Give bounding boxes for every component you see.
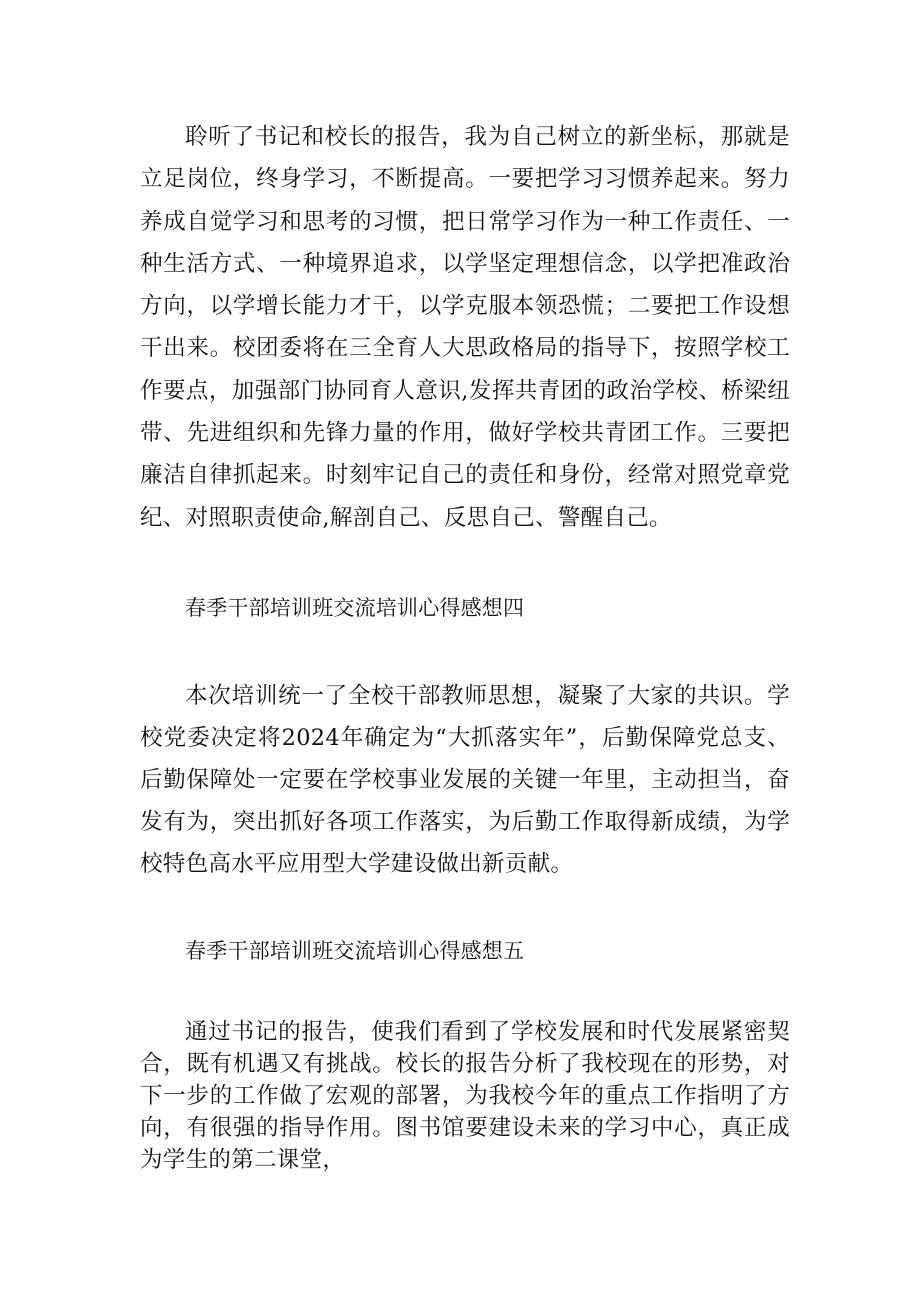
paragraph-reflection-three: 聆听了书记和校长的报告，我为自己树立的新坐标，那就是立足岗位，终身学习，不断提高。一要把学习习惯养起来。努力养成自觉学习和思考的习惯，把日常学习作为一种工作责任、一种生活方式、一种境界追求，以学坚定理想信念，以学把准政治方向，以学增长能力才干，以学克服本领恐慌；二要把工作设想干出来。校团委将在三全育人大思政格局的指导下，按照学校工作要点，加强部门协同育人意识,发挥共青团的政治学校、桥梁纽带、先进组织和先锋力量的作用，做好学校共青团工作。三要把廉洁自律抓起来。时刻牢记自己的责任和身份，经常对照党章党纪、对照职责使命,解剖自己、反思自己、警醒自己。 bbox=[140, 124, 790, 531]
section-heading-four: 春季干部培训班交流培训心得感想四 bbox=[185, 596, 525, 620]
paragraph-reflection-four: 本次培训统一了全校干部教师思想，凝聚了大家的共识。学校党委决定将2024年确定为“大抓落实年”，后勤保障党总支、后勤保障处一定要在学校事业发展的关键一年里，主动担当，奋发有为，突出抓好各项工作落实，为后勤工作取得新成绩，为学校特色高水平应用型大学建设做出新贡献。 bbox=[140, 683, 790, 877]
section-heading-five: 春季干部培训班交流培训心得感想五 bbox=[185, 939, 525, 963]
paragraph-reflection-five: 通过书记的报告，使我们看到了学校发展和时代发展紧密契合，既有机遇又有挑战。校长的报告分析了我校现在的形势，对下一步的工作做了宏观的部署，为我校今年的重点工作指明了方向，有很强的指导作用。图书馆要建设未来的学习中心，真正成为学生的第二课堂， bbox=[140, 1019, 790, 1173]
